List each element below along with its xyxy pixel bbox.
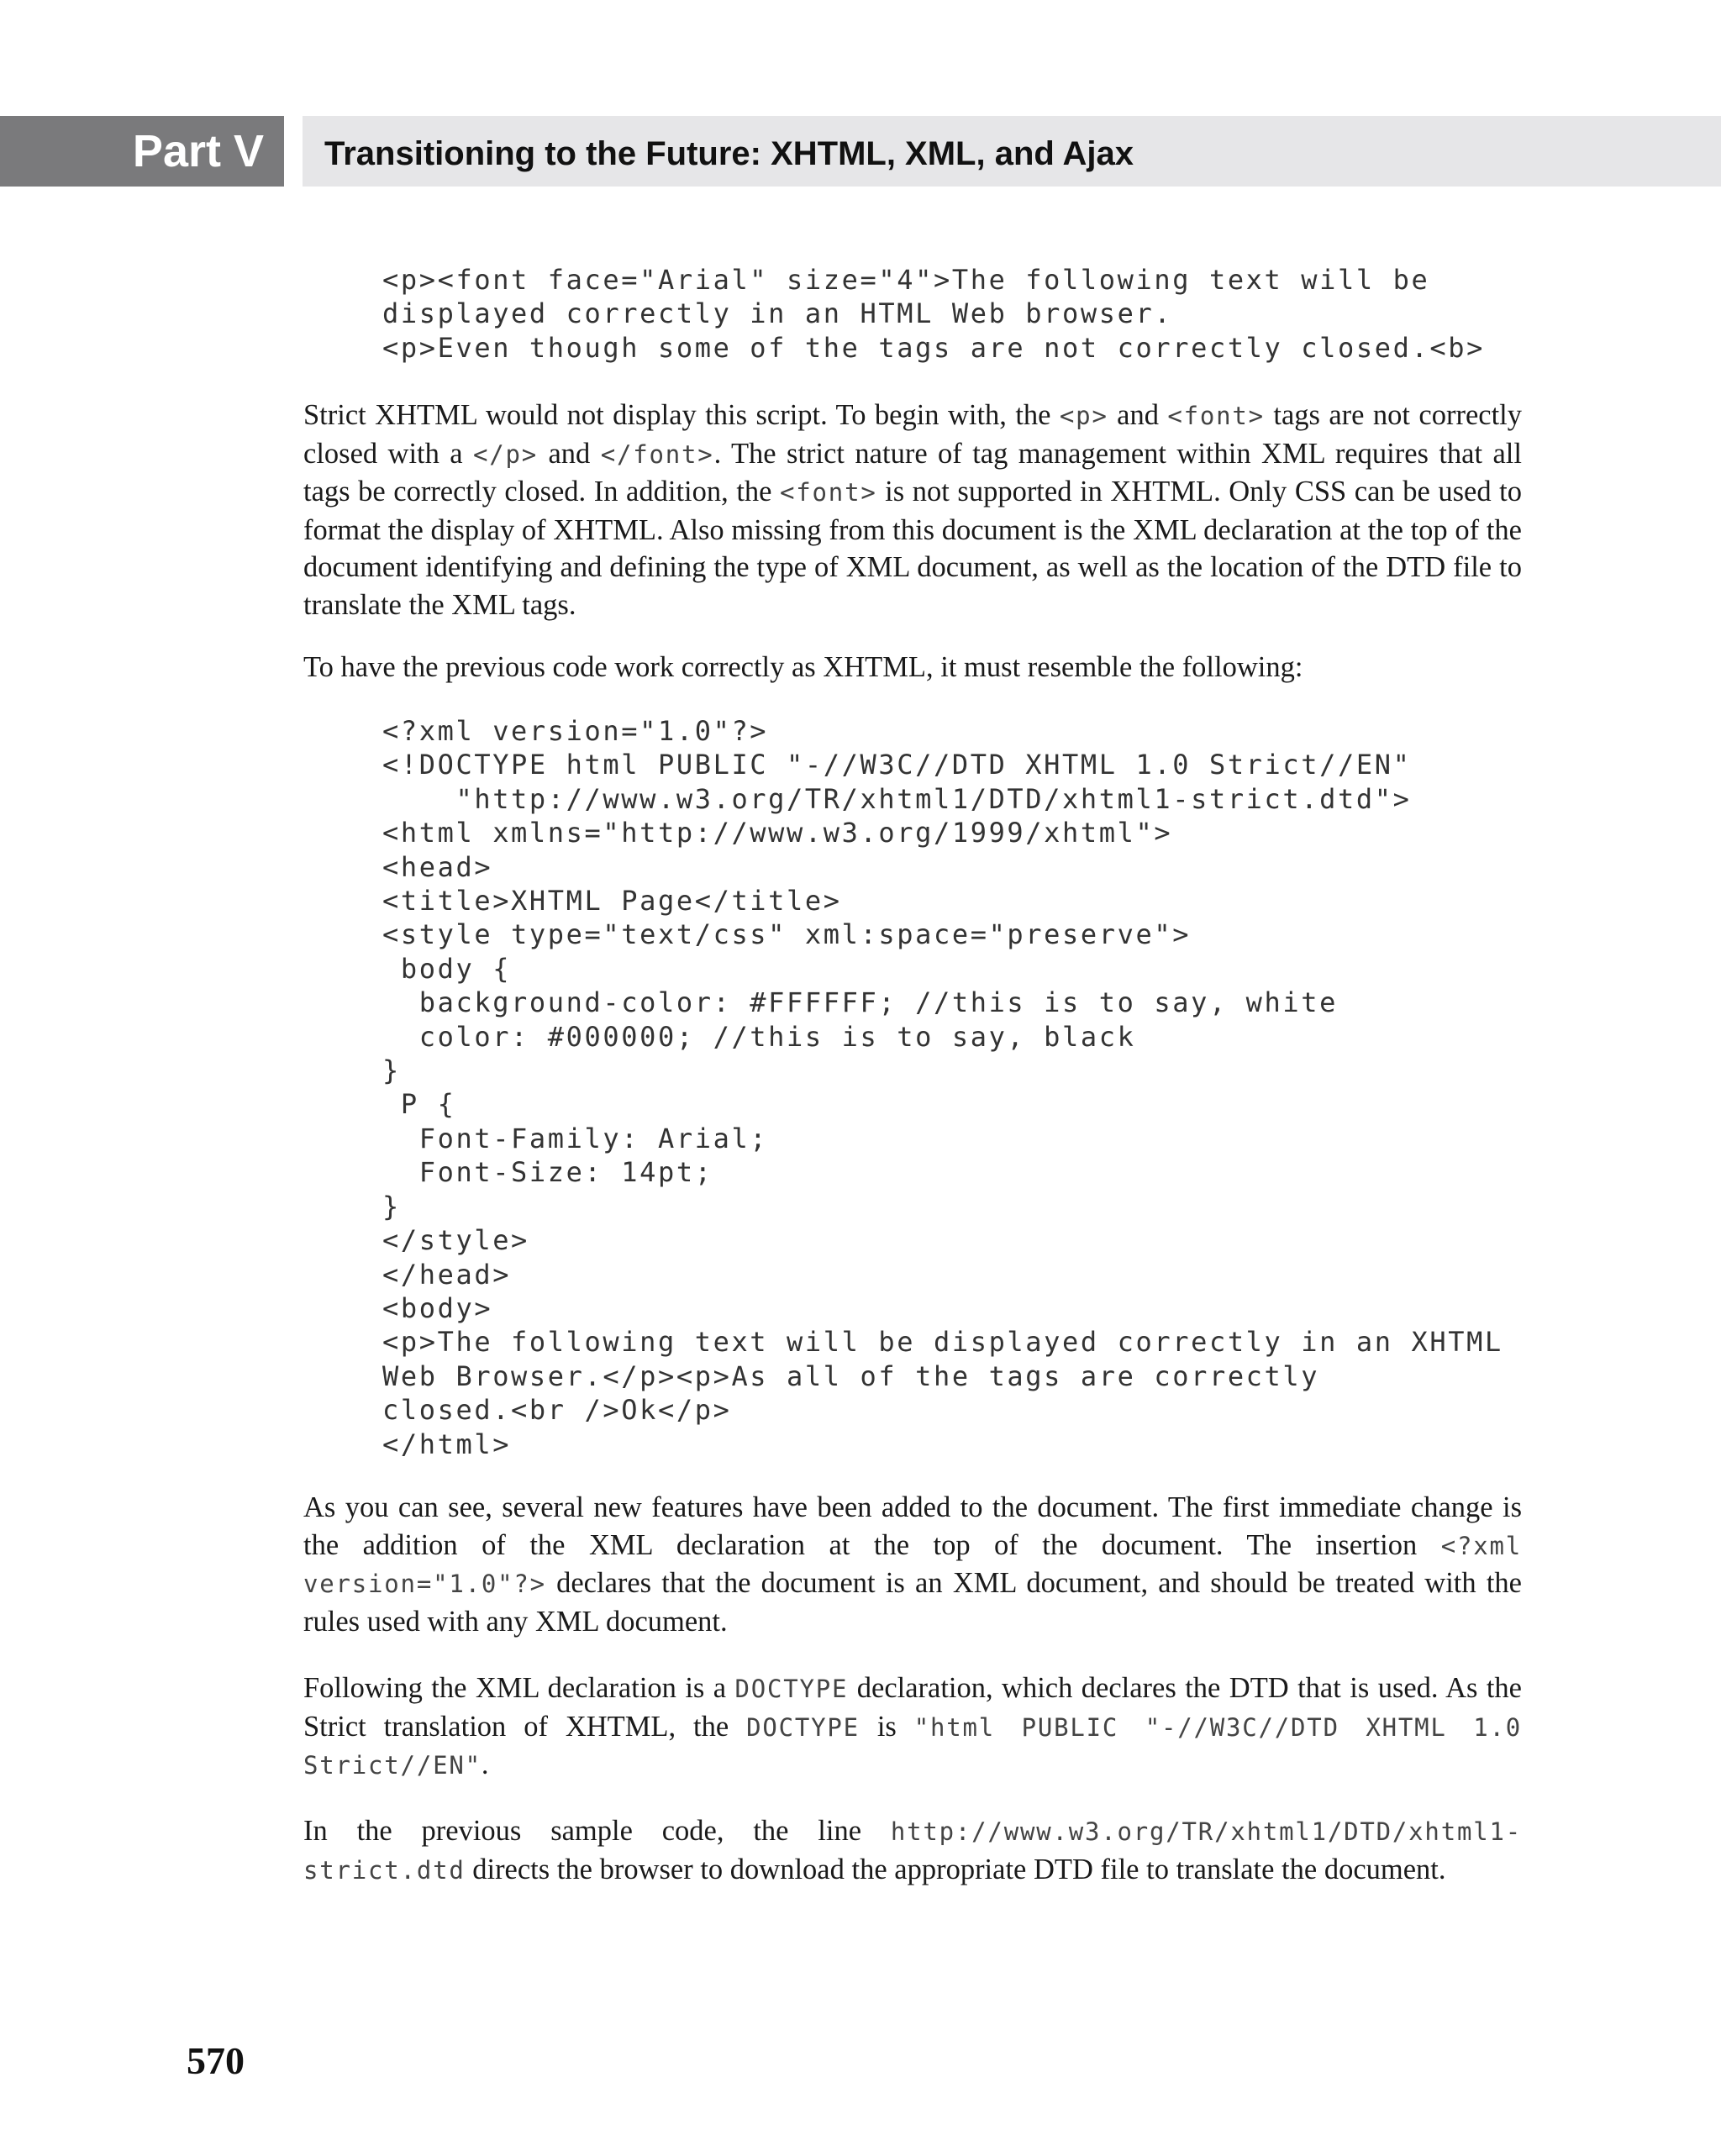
- paragraph-xml-declaration: [303, 1489, 1522, 1640]
- inline-code: <font>: [780, 478, 877, 507]
- text: .: [481, 1748, 489, 1780]
- text: and: [538, 437, 601, 470]
- text: directs the browser to download the appropriate DTD file to translate the document.: [465, 1853, 1446, 1885]
- paragraph-dtd-url: [303, 1812, 1522, 1889]
- text: declares that the document is an XML document, and should be treated with the rules used with any XML document.: [303, 1567, 1522, 1638]
- chapter-title: Transitioning to the Future: XHTML, XML, and Ajax: [324, 135, 1134, 172]
- code-block-xhtml: <?xml version="1.0"?> <!DOCTYPE html PUBLIC "-//W3C//DTD XHTML 1.0 Strict//EN" "http://www.w3.org/TR/xhtml1/DTD/xhtml1-strict.dtd"> <html xmlns="http://www.w3.org/1999/xhtml"> <head> <title>XHTML Page</title> <style type="text/css" xml:space="preserve"> body { background-color: #FFFFFF; //this is to say, white color: #000000; //this is to say, black } P { Font-Family: Arial; Font-Size: 14pt; } </style> </head> <body> <p>The following text will be displayed correctly in an XHTML Web Browser.</p><p>As all of the tags are correctly closed.<br />Ok</p> </html>: [382, 715, 1503, 1460]
- part-label: Part V: [0, 116, 284, 187]
- inline-code: "html PUBLIC "-//W3C//DTD XHTML 1.0 Strict//EN": [303, 1712, 1522, 1780]
- running-header: [303, 116, 1721, 187]
- text: In the previous sample code, the line: [303, 1815, 891, 1847]
- inline-code: DOCTYPE: [746, 1712, 860, 1742]
- page-number: 570: [187, 2039, 245, 2082]
- inline-code: </p>: [473, 439, 539, 469]
- text: . The strict nature of tag management within XML requires that all tags be correctly closed. In addition, the: [303, 437, 1522, 507]
- paragraph-strict-xhtml: [303, 397, 1522, 623]
- inline-code: <font>: [1167, 402, 1265, 430]
- text: As you can see, several new features have been added to the document. The first immediate change is the addition of the XML declaration at the top of the document. The insertion: [303, 1491, 1522, 1561]
- inline-code: <?xml version="1.0"?>: [303, 1531, 1522, 1598]
- paragraph-intro-code: To have the previous code work correctly as XHTML, it must resemble the following:: [303, 651, 1303, 683]
- text: Following the XML declaration is a: [303, 1672, 735, 1704]
- text: declaration, which declares the DTD that is used. As the Strict translation of XHTML, the: [303, 1672, 1522, 1743]
- text: and: [1108, 399, 1168, 431]
- code-block-html: <p><font face="Arial" size="4">The following text will be displayed correctly in an HTML Web browser. <p>Even though some of the tags are not correctly closed.<b>: [382, 264, 1485, 364]
- text: is: [859, 1710, 914, 1743]
- text: Strict XHTML would not display this script. To begin with, the: [303, 399, 1060, 431]
- inline-code: </font>: [600, 439, 714, 469]
- paragraph-doctype: [303, 1670, 1522, 1785]
- inline-code: http://www.w3.org/TR/xhtml1/DTD/xhtml1-strict.dtd: [303, 1817, 1522, 1885]
- inline-code: DOCTYPE: [734, 1675, 849, 1703]
- text: tags are not correctly closed with a: [303, 399, 1522, 470]
- text: is not supported in XHTML. Only CSS can be used to format the display of XHTML. Also missing from this document is the XML declaration at the top of the document identifying and defining the type of XML document, as well as the location of the DTD file to translate the XML tags.: [303, 476, 1522, 621]
- inline-code: <p>: [1059, 402, 1108, 430]
